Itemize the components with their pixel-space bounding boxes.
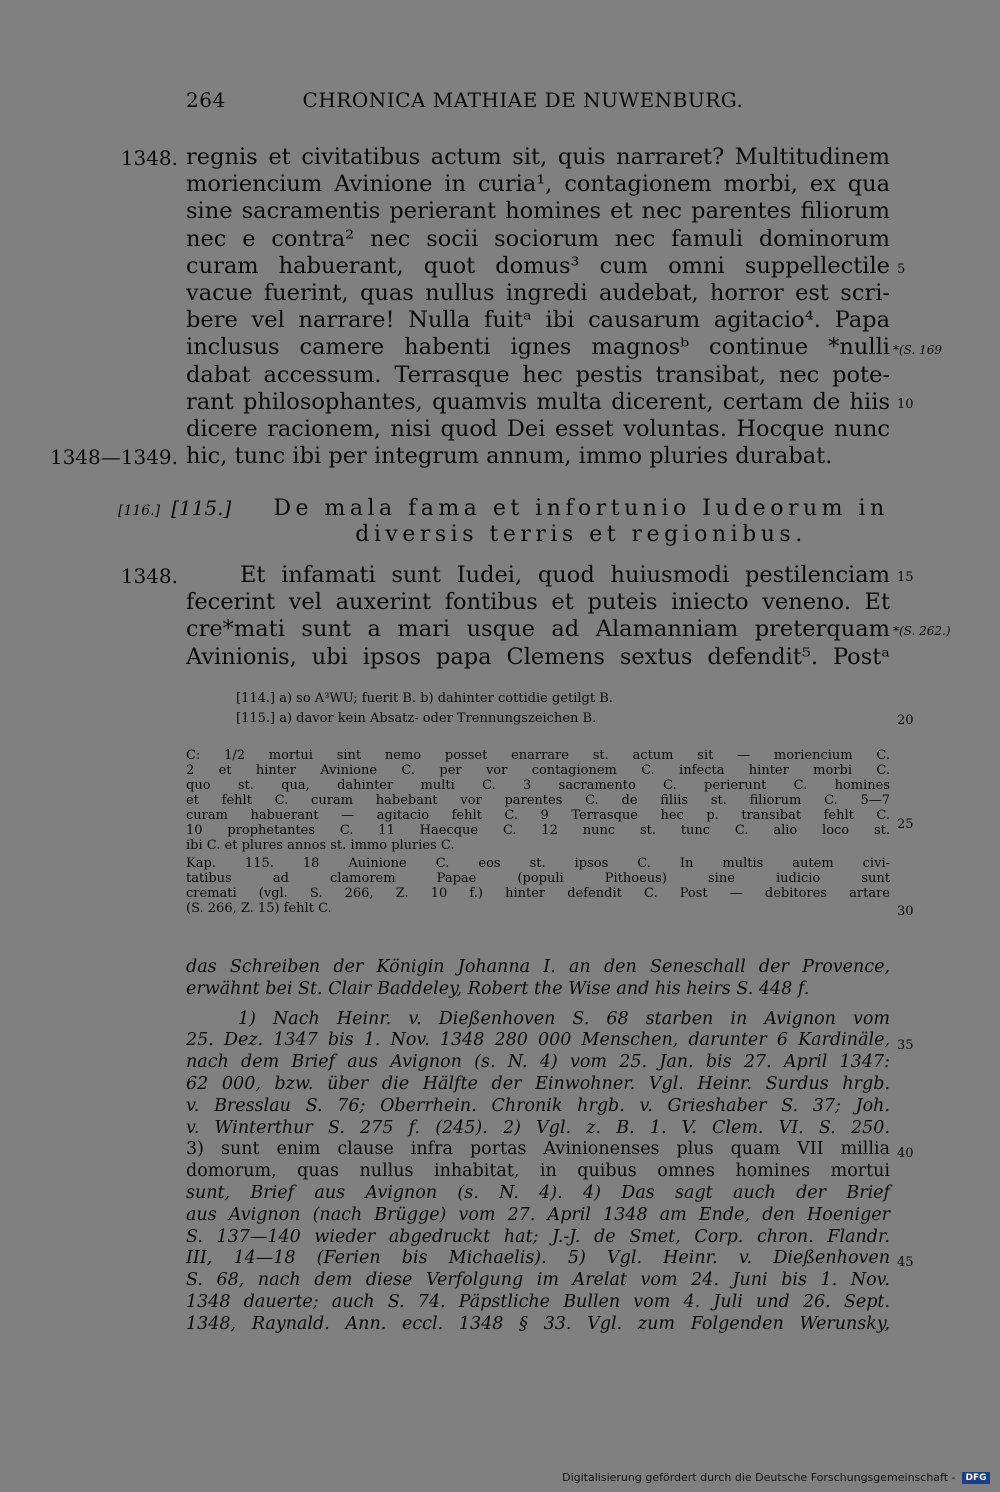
commentary-line: III, 14—18 (Ferien bis Michaelis). 5) Vgl. Heinr. v. Dießenhoven (186, 1248, 890, 1269)
line-number: 20 (897, 713, 914, 728)
line-number: 35 (897, 1038, 914, 1053)
text-line: sine sacramentis perierant homines et nec parentes filiorum (186, 198, 890, 225)
text-line: nec e contra² nec socii sociorum nec famuli dominorum (186, 225, 890, 252)
line-number: 40 (897, 1146, 914, 1161)
line-number: 25 (897, 817, 914, 832)
variant-readings (186, 748, 890, 916)
running-title: CHRONICA MATHIAE DE NUWENBURG. (302, 88, 744, 112)
credit-text: Digitalisierung gefördert durch die Deutsche Forschungsgemeinschaft - (562, 1471, 956, 1484)
commentary-line: 62 000, bzw. über die Hälfte der Einwohner. Vgl. Heinr. Surdus hrgb. (186, 1073, 890, 1094)
commentary-line: S. 137—140 wieder abgedruckt hat; J.-J. de Smet, Corp. chron. Flandr. (186, 1226, 890, 1247)
variant-line: (S. 266, Z. 15) fehlt C. (186, 901, 332, 916)
line-number: 10 (897, 397, 914, 412)
commentary-line: erwähnt bei St. Clair Baddeley, Robert the Wise and his heirs S. 448 f. (186, 978, 810, 999)
variant-line: 10 prophetantes C. 11 Haecque C. 12 nunc st. tunc C. alio loco st. (186, 823, 890, 838)
commentary-line: sunt, Brief aus Avignon (s. N. 4). 4) Das sagt auch der Brief (186, 1182, 890, 1203)
line-number: 5 (897, 262, 906, 277)
margin-year: 1348. (120, 564, 178, 588)
commentary-line: domorum, quas nullus inhabitat, in quibus omnes homines mortui (186, 1161, 890, 1182)
apparatus-line: [115.] a) davor kein Absatz- oder Trennungszeichen B. (236, 711, 597, 726)
main-text-paragraph (186, 562, 890, 671)
text-line: cre*mati sunt a mari usque ad Alamanniam preterquam (186, 616, 890, 643)
text-line: Avinionis, ubi ipsos papa Clemens sextus defendit⁵. Postᵃ (186, 643, 890, 670)
dfg-logo: DFG (962, 1472, 990, 1484)
text-line: rant philosophantes, quamvis multa dicerent, certam de hiis (186, 388, 890, 415)
chapter-number-new: [115.] (171, 496, 232, 520)
variant-line: ibi C. et plures annos st. immo pluries C. (186, 838, 455, 853)
line-number: 45 (897, 1255, 914, 1270)
apparatus-notes (236, 691, 890, 726)
apparatus-line: [114.] a) so A³WU; fuerit B. b) dahinter cottidie getilgt B. (236, 691, 613, 706)
page-reference: *(S. 169 (893, 343, 943, 357)
variant-line: et fehlt C. curam habebant vor parentes C. de filiis st. filiorum C. 5—7 (186, 793, 890, 808)
text-line: dabat accessum. Terrasque hec pestis transibat, nec pote- (186, 361, 890, 388)
commentary-line: 25. Dez. 1347 bis 1. Nov. 1348 280 000 Menschen, darunter 6 Kardinäle, (186, 1030, 890, 1051)
chapter-title-line: diversis terris et regionibus. (355, 522, 807, 547)
commentary-line: v. Winterthur S. 275 f. (245). 2) Vgl. z. B. 1. V. Clem. VI. S. 250. (186, 1117, 890, 1138)
chapter-title (272, 496, 890, 548)
variant-line: quo st. qua, dahinter multi C. 3 sacramento C. perierunt C. homines (186, 778, 890, 793)
variant-line: 2 et hinter Avinione C. per vor contagionem C. infecta hinter morbi C. (186, 763, 890, 778)
digitization-credit (562, 1471, 990, 1484)
margin-year: 1348—1349. (49, 445, 178, 469)
commentary-line: das Schreiben der Königin Johanna I. an den Seneschall der Provence, (186, 957, 890, 977)
chapter-title-line: De mala fama et infortunio Iudeorum in (273, 496, 889, 521)
variant-line: Kap. 115. 18 Auinione C. eos st. ipsos C. In multis autem civi- (186, 856, 890, 871)
line-number: 15 (897, 570, 914, 585)
text-line: Et infamati sunt Iudei, quod huiusmodi pestilenciam (240, 562, 890, 588)
text-line: inclusus camere habenti ignes magnosᵇ continue *nulli (186, 334, 890, 361)
page-number: 264 (186, 88, 226, 112)
running-head (186, 88, 743, 112)
text-line: moriencium Avinione in curia¹, contagionem morbi, ex qua (186, 171, 890, 198)
text-line: curam habuerant, quot domus³ cum omni suppellectile (186, 252, 890, 279)
commentary-line: 1348 dauerte; auch S. 74. Päpstliche Bullen vom 4. Juli und 26. Sept. (186, 1291, 890, 1312)
text-line: bere vel narrare! Nulla fuitᵃ ibi causarum agitacio⁴. Papa (186, 307, 890, 334)
variant-line: cremati (vgl. S. 266, Z. 10 f.) hinter defendit C. Post — debitores artare (186, 886, 890, 901)
variant-line: C: 1/2 mortui sint nemo posset enarrare st. actum sit — moriencium C. (186, 748, 890, 763)
margin-year: 1348. (120, 146, 178, 170)
main-text-paragraph (186, 144, 890, 470)
line-number: 30 (897, 904, 914, 919)
chapter-number-old: [116.] (118, 503, 161, 519)
text-line: regnis et civitatibus actum sit, quis narraret? Multitudinem (186, 144, 890, 170)
variant-line: curam habuerant — agitacio fehlt C. 9 Terrasque hec p. transibat fehlt C. (186, 808, 890, 823)
commentary-line: 3) sunt enim clause infra portas Avinionenses plus quam VII millia (186, 1139, 890, 1160)
commentary-line: v. Bresslau S. 76; Oberrhein. Chronik hrgb. v. Grieshaber S. 37; Joh. (186, 1095, 890, 1116)
text-line: vacue fuerint, quas nullus ingredi audebat, horror est scri- (186, 280, 890, 307)
variant-line: tatibus ad clamorem Papae (populi Pithoeus) sine iudicio sunt (186, 871, 890, 886)
text-line: fecerint vel auxerint fontibus et puteis iniecto veneno. Et (186, 589, 890, 616)
commentary-line: 1) Nach Heinr. v. Dießenhoven S. 68 starben in Avignon vom (238, 1008, 890, 1029)
commentary-line: nach dem Brief aus Avignon (s. N. 4) vom 25. Jan. bis 27. April 1347: (186, 1052, 890, 1073)
chapter-number (118, 496, 231, 521)
text-line: hic, tunc ibi per integrum annum, immo pluries durabat. (186, 443, 833, 470)
commentary-line: 1348, Raynald. Ann. eccl. 1348 § 33. Vgl. zum Folgenden Werunsky, (186, 1313, 890, 1334)
commentary-line: S. 68, nach dem diese Verfolgung im Arelat vom 24. Juni bis 1. Nov. (186, 1270, 890, 1291)
commentary-notes (186, 957, 890, 1336)
text-line: dicere racionem, nisi quod Dei esset voluntas. Hocque nunc (186, 416, 890, 443)
page-reference: *(S. 262.) (893, 624, 951, 638)
commentary-line: aus Avignon (nach Brügge) vom 27. April 1348 am Ende, den Hoeniger (186, 1204, 890, 1225)
